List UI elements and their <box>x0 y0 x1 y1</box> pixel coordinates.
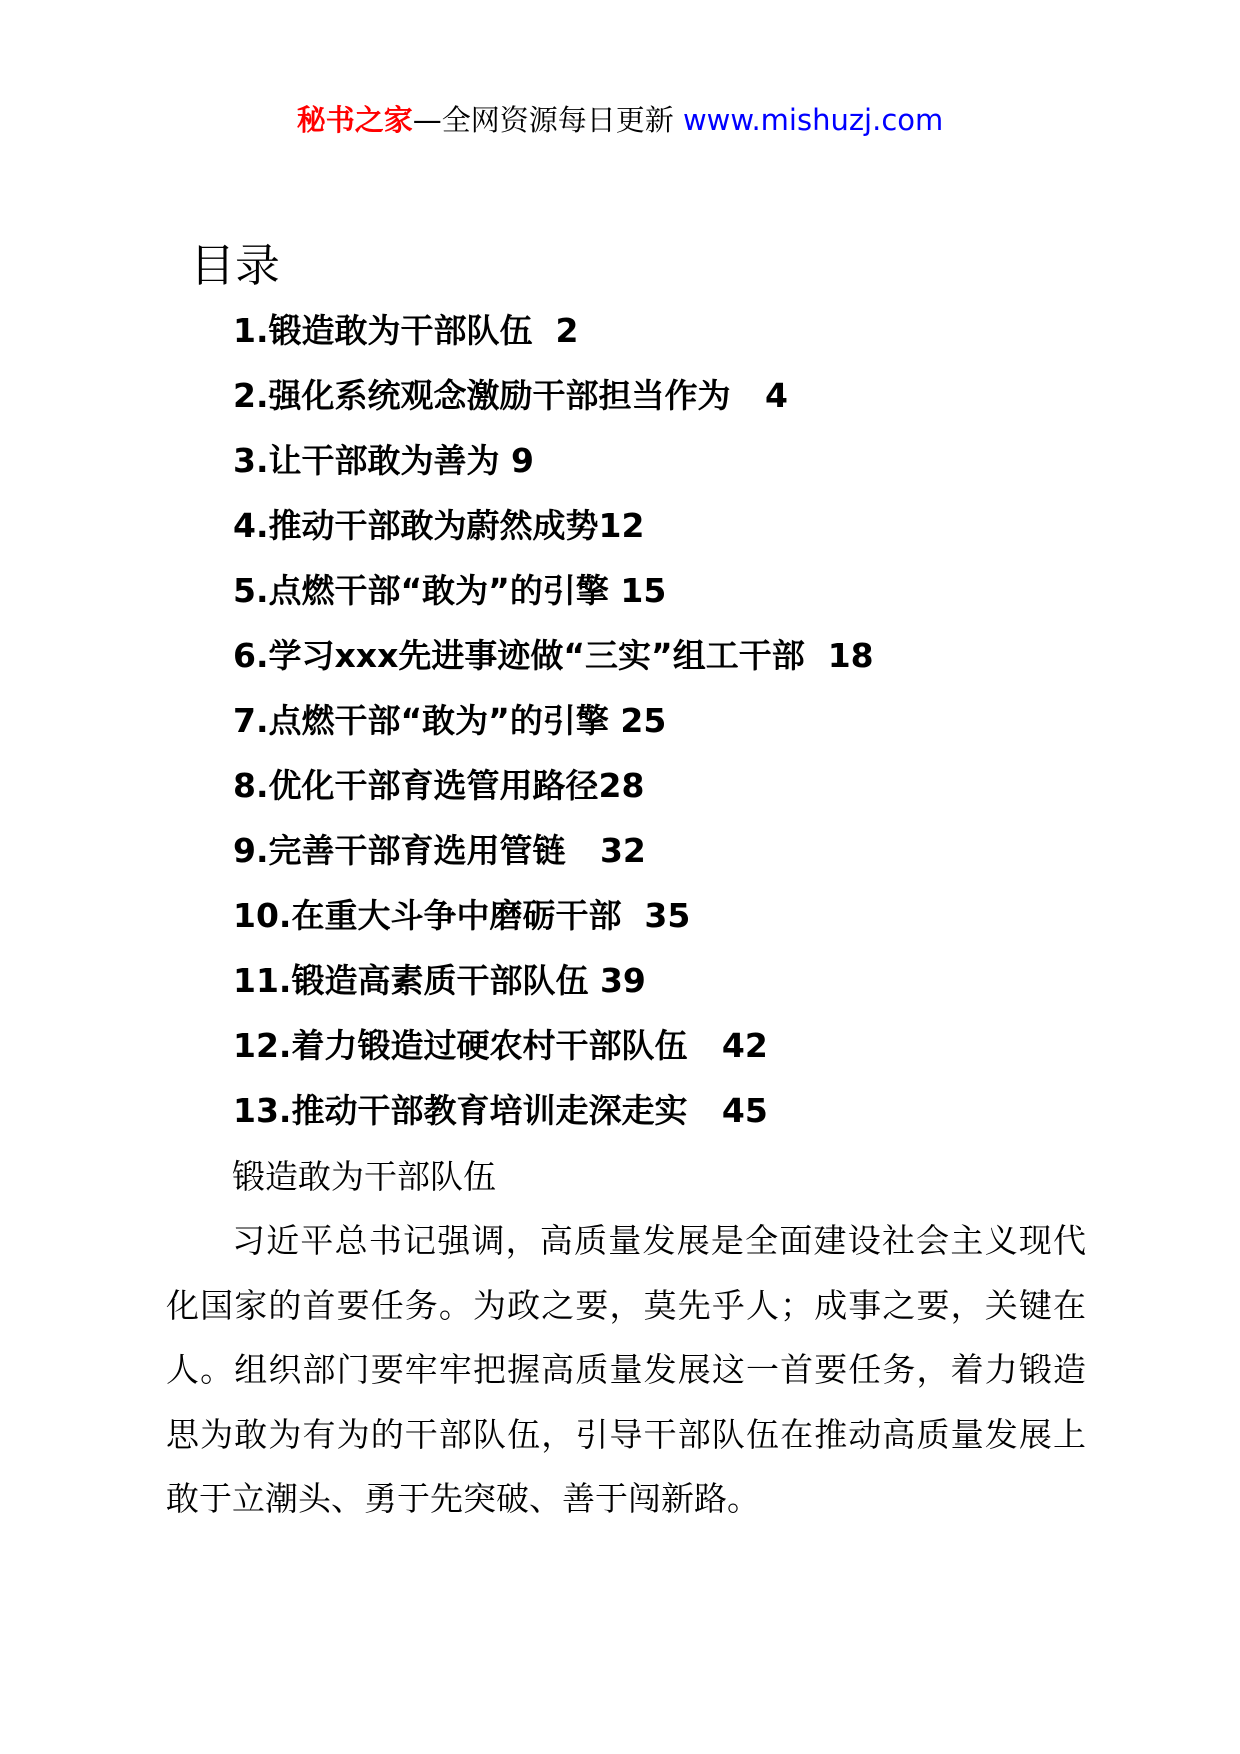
section-title: 锻造敢为干部队伍 <box>232 1157 496 1196</box>
toc-item[interactable]: 1.锻造敢为干部队伍 2 <box>233 311 579 350</box>
toc-item[interactable]: 9.完善干部育选用管链 32 <box>233 831 646 870</box>
site-tagline: —全网资源每日更新 <box>412 103 683 137</box>
toc-item[interactable]: 13.推动干部教育培训走深走实 45 <box>233 1091 768 1130</box>
toc-item[interactable]: 10.在重大斗争中磨砺干部 35 <box>233 896 691 935</box>
toc-heading: 目录 <box>190 239 281 292</box>
article-body <box>166 1145 1086 1532</box>
toc-item[interactable]: 6.学习xxx先进事迹做“三实”组工干部 18 <box>233 636 874 675</box>
toc-item[interactable]: 3.让干部敢为善为 9 <box>233 441 534 480</box>
site-header <box>0 100 1240 140</box>
toc-item[interactable]: 8.优化干部育选管用路径28 <box>233 766 645 805</box>
toc-item[interactable]: 2.强化系统观念激励干部担当作为 4 <box>233 376 788 415</box>
toc-item[interactable]: 4.推动干部敢为蔚然成势12 <box>233 506 645 545</box>
body-paragraph: 习近平总书记强调，高质量发展是全面建设社会主义现代化国家的首要任务。为政之要，莫先乎人；成事之要，关键在人。组织部门要牢牢把握高质量发展这一首要任务，着力锻造思为敢为有为的干部队伍，引导干部队伍在推动高质量发展上敢于立潮头、勇于先突破、善于闯新路。 <box>166 1221 1086 1518</box>
toc-item[interactable]: 5.点燃干部“敢为”的引擎 15 <box>233 571 667 610</box>
table-of-contents <box>233 305 874 1150</box>
site-url-link[interactable]: www.mishuzj.com <box>682 103 944 137</box>
toc-item[interactable]: 7.点燃干部“敢为”的引擎 25 <box>233 701 667 740</box>
site-brand: 秘书之家 <box>296 103 413 137</box>
toc-item[interactable]: 11.锻造高素质干部队伍 39 <box>233 961 646 1000</box>
toc-item[interactable]: 12.着力锻造过硬农村干部队伍 42 <box>233 1026 768 1065</box>
